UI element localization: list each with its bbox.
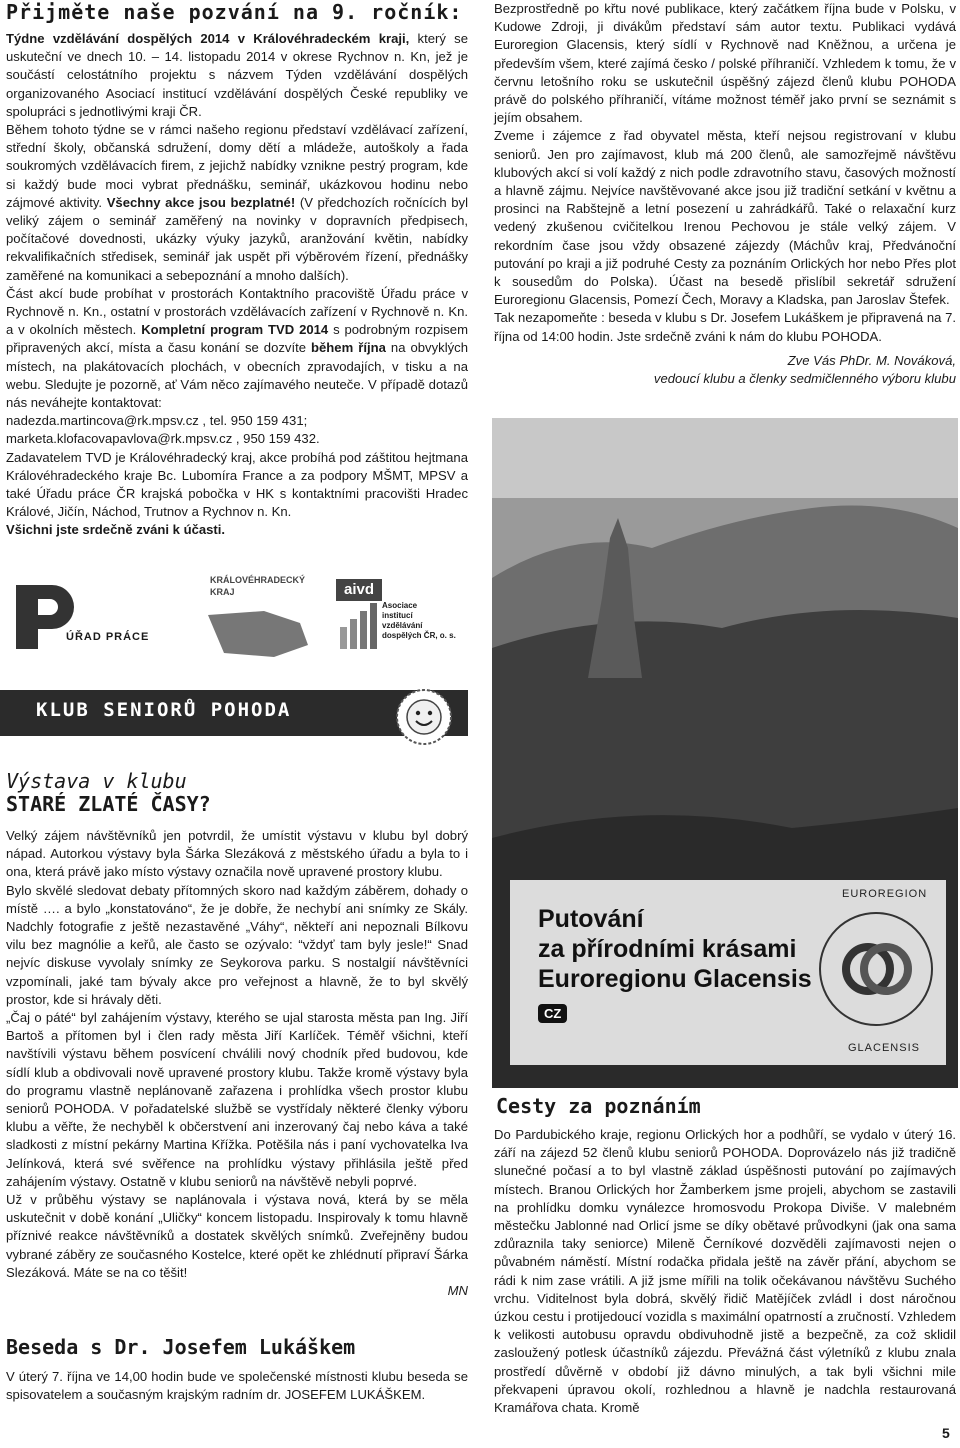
asociace-line: Asociace — [382, 601, 418, 610]
right-paragraph: Bezprostředně po křtu nové publikace, který začátkem října bude v Polsku, v Kudowe Zdroji, ji divákům představí sám autor textu. Publikaci vydává Euroregion Glacensis, který sídlí v Rychnově nad Kněžnou, a určena je především všem, které zajímá česko / polské příhraničí. Vzhledem k tomu, že v červnu letošního roku se uskutečnil úspěšný zájezd členů klubu POHODA právě do polského příhraničí, vítáme možnost téměř jako první se seznámit s jejím obsahem. — [494, 1, 956, 126]
kraj-label-1: KRÁLOVÉHRADECKÝ — [210, 575, 306, 585]
invite-paragraph: Zadavatelem TVD je Královéhradecký kraj, akce probíhá pod záštitou hejtmana Královéhradeckého kraje Bc. Lubomíra France a za podpory MŠMT, MPSV a také Úřadu práce ČR krajská pobočka v HK s kontaktními pracovišti Hradec Králové, Jičín, Náchod, Trutnov a Rychnov n. Kn. — [6, 449, 468, 520]
invite-closing — [6, 521, 468, 539]
invite-program-note: Kompletní program TVD 2014 — [141, 322, 329, 338]
aivd-label: aivd — [343, 581, 374, 598]
cesty-paragraph: Do Pardubického kraje, regionu Orlických hor a podhůří, se vydalo v úterý 16. září na zájezd 52 členů klubu seniorů POHODA. Doprovázelo nás již tradičně slunečné počasí a to byl vlastně základ úspěšnosti putování po zajímavých místech. Branou Orlických hor Žamberkem jsme projeli, abychom se zastavili na prohlídku domku vynálezce hromosvodu Prokopa Diviše. V malebném městečku Jablonné nad Orlicí jsme se díky obětavé průvodkyni (jak ona sama zdůraznila taky seniorce) Mileně Černíkové dozvěděli zajímavosti nejen o půvabném náměstí. Místní rodačka přidala ještě na závěr přání, abychom se rádi k nim zase vrátili. A již jsme mířili na tolik očekávanou návštěvu Suchého vrchu. Viditelnost byla dobrá, skvělý řidič Matějíček zvládl i dost náročnou úzkou cestu i protijedoucí vozidla s maximální opatrností a zručností. Vzhledem k velikosti autobusu opravdu obdivuhodně jistě a bezpečně, za což sklidil zasloužený potlesk účastníků zájezdu. Převážná část výletníků z klubu znala prostředí důvěrně v období již dávno minulých, a tak byli všichni mile překvapeni úpravou okolí, rozhlednou a hlavně je nadchla restaurovaná Kramářova chata. Kromě — [494, 1127, 956, 1416]
cesty-title: Cesty za poznáním — [496, 1094, 701, 1118]
euroregion-logo-top: EUROREGION — [842, 888, 928, 900]
vystava-paragraph: Už v průběhu výstavy se naplánovala i výstava nová, která by se měla uskutečnit v době konání „Uličky“ koncem listopadu. Inspirovaly k tomu hlavně příznivé reakce návštěvníků a dostatek skvělých snímků. Zveřejněny budou vybrané záběry ze současného Kostelce, které opět ke zhlédnutí připraví Šárka Slezáková. Máte se na co těšit! — [6, 1192, 468, 1280]
vystava-paragraph: Velký zájem návštěvníků jen potvrdil, že umístit výstavu v klubu byl dobrý nápad. Autorkou výstavy byla Šárka Slezáková z městského úřadu a byla to i ona, která právě jako místo výstavy označila nově upravené prostory klubu. — [6, 828, 468, 880]
beseda-title: Beseda s Dr. Josefem Lukáškem — [6, 1335, 356, 1359]
euroregion-logo-icon — [816, 894, 936, 1044]
urad-prace-logo-icon — [6, 575, 86, 655]
book-language-badge: CZ — [538, 1004, 567, 1023]
right-paragraph: Tak nezapomeňte : beseda v klubu s Dr. Josefem Lukáškem je připravená na 7. října od 14:00 hodin. Jste srdečně zváni k nám do klubu POHODA. — [494, 310, 956, 344]
invite-text: s podrobným rozpisem připravených akcí, místa a času konání se dozvíte — [6, 322, 468, 356]
page-number: 5 — [942, 1425, 950, 1441]
book-cover — [510, 880, 946, 1065]
banner-title: KLUB SENIORŮ POHODA — [36, 699, 292, 721]
invite-text: Během tohoto týdne se v rámci našeho regionu představí vzdělávací zařízení, střední školy, občanská sdružení, domy dětí a mládeže, autoškoly a řada soukromých vzdělávacích firem, z jejichž nabídky vznikne pestrý program, kde si každý bude moci vybrat přednášku, seminář, ukázkovou hodinu nebo zájmové aktivity. — [6, 122, 468, 210]
invite-text: na obvyklých místech, na plakátovacích plochách, v obecních zpravodajích, v tisku a na webu. Sledujte je pozorně, ať Vám něco zajímavého neuteče. V případě dotazů nás neváhejte kontaktovat: — [6, 340, 468, 411]
invite-title: Přijměte naše pozvání na 9. ročník: — [6, 0, 463, 24]
invite-closing-text: Všichni jste srdečně zváni k účasti. — [6, 522, 226, 538]
sponsor-logos — [6, 575, 468, 665]
right-article — [494, 0, 956, 388]
aivd-chart-icon — [338, 603, 378, 651]
invite-text: Část akcí bude probíhat v prostorách Kontaktního pracoviště Úřadu práce v Rychnově n. Kn., ostatní v prostorách vzdělávacích zařízení v Rychnově n. Kn. a v okolních městech. — [6, 285, 468, 338]
vystava-title-line-1: Výstava v klubu — [6, 769, 187, 793]
asociace-line: dospělých ČR, o. s. — [382, 631, 456, 640]
smiley-sun-icon — [396, 689, 452, 745]
invite-free-note: Všechny akce jsou bezplatné! — [106, 194, 296, 210]
signature-line-2: vedoucí klubu a členky sedmičlenného výboru klubu — [653, 371, 956, 387]
invite-lead-bold: Týdne vzdělávání dospělých 2014 v Královéhradeckém kraji, — [6, 31, 410, 46]
vystava-title — [6, 770, 211, 816]
right-paragraph: Zveme i zájemce z řad obyvatel města, kteří nejsou registrovaní v klubu seniorů. Jen pro zajímavost, klub má 200 členů, ale samozřejmě návštěvu klubových akcí si volí každý z nich podle zdravotního stavu, časových možností a hlavně zájmu. Nejvíce navštěvované akce jsou již tradiční setkání v květnu a prosinci na Rabštejně a letní posezení u zahrádkářů. Také o relaxační kurz vedený zkušenou cvičitelkou Irenou Pechovou je stále velký zájem. V rekordním čase jsou vždy obsazené zájezdy (Máchův kraj, Předvánoční putování po kraji a již podruhé Cesty za poznáním Orlických hor nebo Přes plot k sousedům do Polska). Účast na besedě přislíbil sekretář sdružení Euroregionu Glacensis, Pomezí Čech, Moravy a Kladska, pan Jaroslav Štefek. — [494, 128, 956, 308]
invite-text: (V předchozích ročnících byl veliký zájem o seminář zaměřený na novinky v dopravních předpisech, počítačové dovednosti, ukázky výuky jazyků, aranžování květin, nabídky rekvalifikačních středisek, seminář jak uspět při výběrovém řízení, přednášky zaměřené na komunikaci a sebepoznání a mnoho dalších). — [6, 194, 468, 283]
kraj-logo-icon — [204, 605, 314, 661]
invite-lead-text-2: v okrese Rychnov n. Kn, jež je součástí celostátního projektu s názvem Týden vzdělávání dospělých organizovaného Asociací institucí vzdělávání dospělých České republiky ve spolupráci s jednotlivými kraji ČR. — [6, 49, 468, 119]
invite-october-note: během října — [311, 340, 386, 356]
book-title-line: Putování — [538, 905, 644, 933]
asociace-line: vzdělávání — [382, 621, 423, 630]
book-title-line: Euroregionu Glacensis — [538, 965, 812, 993]
signature-line-1: Zve Vás PhDr. M. Nováková, — [787, 352, 956, 368]
urad-prace-label: ÚŘAD PRÁCE — [66, 631, 150, 643]
beseda-article — [6, 1368, 468, 1404]
invite-paragraph — [6, 285, 468, 412]
contact-email-1[interactable]: nadezda.martincova@rk.mpsv.cz , tel. 950 159 431; — [6, 413, 308, 429]
invite-lead-paragraph — [6, 30, 468, 121]
invite-paragraph — [6, 121, 468, 285]
invite-article — [6, 30, 468, 540]
vystava-paragraph: „Čaj o páté“ byl zahájením výstavy, kterého se ujal starosta města pan Ing. Jiří Bartoš a přítomen byl i člen rady města Jiří Karlíček. Téměř všichni, kteří navštívili výstavu během posvícení chválili nový chodník před budovou, kde sídlí klub a obdivovali nově upravené prostory klubu. Takže kromě výstavy byla do programu vlastně neplánovaně zařazena i prohlídka všech prostor klubu seniorů POHODA. V pořadatelské službě se vystřídaly některé členky výboru klubu a věřte, že nechyběl k občerstvení ani inzerovaný čaj nebo káva a také sladkosti z místní pekárny Martina Křížka. Potěšila nás i paní vychovatelka Iva Jelínková, která své svěřence na prohlídku výstavy přihlásila ještě před zahájením výstavy. Ostatně v klubu seniorů na návštěvě nebyli poprvé. — [6, 1010, 468, 1189]
euroregion-logo-bottom: GLACENSIS — [848, 1042, 920, 1054]
vystava-article — [6, 827, 468, 1300]
kraj-label-2: KRAJ — [210, 587, 235, 597]
book-title — [538, 904, 812, 994]
beseda-paragraph: V úterý 7. října ve 14,00 hodin bude ve společenské místnosti klubu beseda se spisovatelem a současným krajským radním dr. JOSEFEM LUKÁŠKEM. — [6, 1369, 468, 1403]
asociace-text — [382, 601, 456, 641]
vystava-title-line-2: STARÉ ZLATÉ ČASY? — [6, 792, 211, 816]
contact-email-2[interactable]: marketa.klofacovapavlova@rk.mpsv.cz , 950 159 432. — [6, 431, 320, 447]
book-title-line: za přírodními krásami — [538, 935, 797, 963]
aivd-logo — [336, 579, 382, 601]
invite-lead-text: který se uskuteční ve dnech 10. – 14. listopadu 2014 — [6, 31, 468, 65]
vystava-paragraph: Bylo skvělé sledovat debaty přítomných skoro nad každým záběrem, dohady o místě …. a bylo „konstatováno“, že je dobře, že nechybí ani snímky ze Skály. Nadchly fotografie z ještě nezastavěné „Váhy“, někteří ani nepoznali Bílkovu vilu bez magnólie a keřů, ale často se ozývalo: “vždyť tam byly jesle!“ Snad nejvíc diskuse vyvolaly snímky ze Seykorova parku. S nostalgií návštěvníci vzpomínali, jaké tam bývaly akce pro veřejnost a hlavně, že to byl skvělý prostor, kde si hrávaly děti. — [6, 882, 468, 1007]
vystava-author: MN — [447, 1283, 468, 1299]
cesty-article — [494, 1126, 956, 1417]
asociace-line: institucí — [382, 611, 413, 620]
